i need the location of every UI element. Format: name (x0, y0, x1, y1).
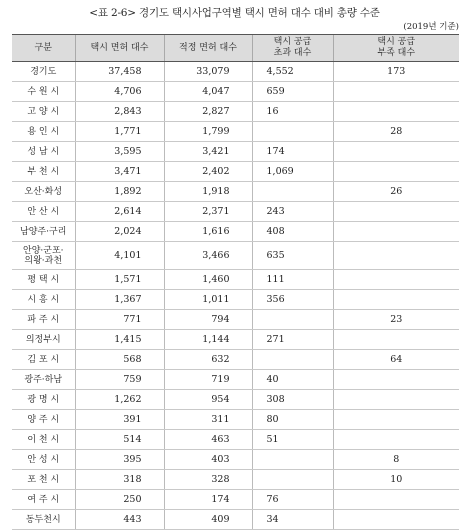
region-cell: 용 인 시 (12, 122, 75, 142)
region-cell: 양 주 시 (12, 410, 75, 430)
table-row (12, 290, 459, 310)
table-row (12, 122, 459, 142)
shortage-cell: 64 (333, 350, 459, 370)
licensed-cell: 3,471 (75, 162, 164, 182)
excess-cell: 308 (252, 390, 333, 410)
header-optimal: 적정 면허 대수 (164, 35, 252, 62)
shortage-cell (333, 390, 459, 410)
licensed-cell: 2,843 (75, 102, 164, 122)
header-shortage: 택시 공급 부족 대수 (333, 35, 459, 62)
table-row (12, 450, 459, 470)
optimal-cell: 311 (164, 410, 252, 430)
licensed-cell: 514 (75, 430, 164, 450)
optimal-cell: 1,616 (164, 222, 252, 242)
licensed-cell: 1,892 (75, 182, 164, 202)
excess-cell: 111 (252, 270, 333, 290)
table-row (12, 222, 459, 242)
optimal-cell: 33,079 (164, 62, 252, 82)
licensed-cell: 568 (75, 350, 164, 370)
table-row (12, 102, 459, 122)
table-row (12, 430, 459, 450)
licensed-cell: 443 (75, 510, 164, 530)
shortage-cell (333, 102, 459, 122)
excess-cell: 243 (252, 202, 333, 222)
shortage-cell (333, 510, 459, 530)
header-region: 구분 (12, 35, 75, 62)
excess-cell (252, 310, 333, 330)
excess-cell: 356 (252, 290, 333, 310)
excess-cell: 40 (252, 370, 333, 390)
shortage-cell (333, 430, 459, 450)
optimal-cell: 2,827 (164, 102, 252, 122)
region-cell: 안 산 시 (12, 202, 75, 222)
shortage-cell: 23 (333, 310, 459, 330)
excess-cell: 408 (252, 222, 333, 242)
region-cell: 여 주 시 (12, 490, 75, 510)
year-note: (2019년 기준) (403, 22, 459, 32)
region-cell: 파 주 시 (12, 310, 75, 330)
shortage-cell: 173 (333, 62, 459, 82)
licensed-cell: 3,595 (75, 142, 164, 162)
table-body (12, 62, 459, 530)
shortage-cell (333, 222, 459, 242)
shortage-cell: 26 (333, 182, 459, 202)
optimal-cell: 1,011 (164, 290, 252, 310)
optimal-cell: 719 (164, 370, 252, 390)
region-cell: 고 양 시 (12, 102, 75, 122)
region-cell: 김 포 시 (12, 350, 75, 370)
excess-cell: 4,552 (252, 62, 333, 82)
excess-cell (252, 450, 333, 470)
shortage-cell (333, 82, 459, 102)
region-cell: 광주·하남 (12, 370, 75, 390)
licensed-cell: 318 (75, 470, 164, 490)
region-cell: 시 흥 시 (12, 290, 75, 310)
optimal-cell: 3,421 (164, 142, 252, 162)
table-row (12, 142, 459, 162)
region-cell: 광 명 시 (12, 390, 75, 410)
region-cell: 부 천 시 (12, 162, 75, 182)
shortage-cell (333, 410, 459, 430)
table-row (12, 350, 459, 370)
optimal-cell: 632 (164, 350, 252, 370)
excess-cell: 174 (252, 142, 333, 162)
excess-cell (252, 122, 333, 142)
region-cell: 평 택 시 (12, 270, 75, 290)
licensed-cell: 1,771 (75, 122, 164, 142)
region-cell: 안 성 시 (12, 450, 75, 470)
excess-cell: 16 (252, 102, 333, 122)
excess-cell (252, 350, 333, 370)
shortage-cell (333, 142, 459, 162)
header-excess: 택시 공급 초과 대수 (252, 35, 333, 62)
licensed-cell: 4,101 (75, 242, 164, 270)
licensed-cell: 395 (75, 450, 164, 470)
optimal-cell: 3,466 (164, 242, 252, 270)
table-header-row (12, 35, 459, 62)
licensed-cell: 250 (75, 490, 164, 510)
table-row (12, 270, 459, 290)
region-cell: 포 천 시 (12, 470, 75, 490)
licensed-cell: 2,024 (75, 222, 164, 242)
licensed-cell: 1,367 (75, 290, 164, 310)
optimal-cell: 1,799 (164, 122, 252, 142)
region-cell: 성 남 시 (12, 142, 75, 162)
table-row (12, 370, 459, 390)
optimal-cell: 794 (164, 310, 252, 330)
shortage-cell (333, 290, 459, 310)
licensed-cell: 771 (75, 310, 164, 330)
table-row (12, 82, 459, 102)
table-row (12, 242, 459, 270)
excess-cell: 76 (252, 490, 333, 510)
taxi-license-table (12, 34, 459, 530)
shortage-cell (333, 202, 459, 222)
table-row (12, 182, 459, 202)
table-row (12, 410, 459, 430)
optimal-cell: 2,402 (164, 162, 252, 182)
optimal-cell: 954 (164, 390, 252, 410)
region-cell: 안양·군포· 의왕·과천 (12, 242, 75, 270)
shortage-cell (333, 330, 459, 350)
optimal-cell: 1,918 (164, 182, 252, 202)
excess-cell (252, 182, 333, 202)
licensed-cell: 759 (75, 370, 164, 390)
shortage-cell: 8 (333, 450, 459, 470)
licensed-cell: 391 (75, 410, 164, 430)
licensed-cell: 1,262 (75, 390, 164, 410)
shortage-cell (333, 242, 459, 270)
excess-cell: 80 (252, 410, 333, 430)
region-cell: 동두천시 (12, 510, 75, 530)
excess-cell: 271 (252, 330, 333, 350)
shortage-cell (333, 370, 459, 390)
excess-cell: 1,069 (252, 162, 333, 182)
licensed-cell: 2,614 (75, 202, 164, 222)
table-row (12, 470, 459, 490)
optimal-cell: 174 (164, 490, 252, 510)
region-cell: 이 천 시 (12, 430, 75, 450)
region-cell: 의정부시 (12, 330, 75, 350)
region-cell: 경기도 (12, 62, 75, 82)
excess-cell: 635 (252, 242, 333, 270)
shortage-cell: 28 (333, 122, 459, 142)
table-row (12, 310, 459, 330)
table-caption: <표 2-6> 경기도 택시사업구역별 택시 면허 대수 대비 총량 수준 (89, 7, 380, 19)
optimal-cell: 2,371 (164, 202, 252, 222)
excess-cell: 51 (252, 430, 333, 450)
optimal-cell: 4,047 (164, 82, 252, 102)
optimal-cell: 328 (164, 470, 252, 490)
excess-cell (252, 470, 333, 490)
table-row (12, 510, 459, 530)
region-cell: 오산·화성 (12, 182, 75, 202)
licensed-cell: 37,458 (75, 62, 164, 82)
region-cell: 남양주·구리 (12, 222, 75, 242)
table-row (12, 162, 459, 182)
optimal-cell: 1,144 (164, 330, 252, 350)
licensed-cell: 1,571 (75, 270, 164, 290)
header-licensed: 택시 면허 대수 (75, 35, 164, 62)
table-row (12, 62, 459, 82)
shortage-cell (333, 162, 459, 182)
licensed-cell: 4,706 (75, 82, 164, 102)
shortage-cell (333, 270, 459, 290)
licensed-cell: 1,415 (75, 330, 164, 350)
optimal-cell: 403 (164, 450, 252, 470)
region-cell: 수 원 시 (12, 82, 75, 102)
table-row (12, 330, 459, 350)
table-row (12, 390, 459, 410)
optimal-cell: 1,460 (164, 270, 252, 290)
optimal-cell: 409 (164, 510, 252, 530)
table-row (12, 202, 459, 222)
excess-cell: 659 (252, 82, 333, 102)
optimal-cell: 463 (164, 430, 252, 450)
shortage-cell: 10 (333, 470, 459, 490)
excess-cell: 34 (252, 510, 333, 530)
